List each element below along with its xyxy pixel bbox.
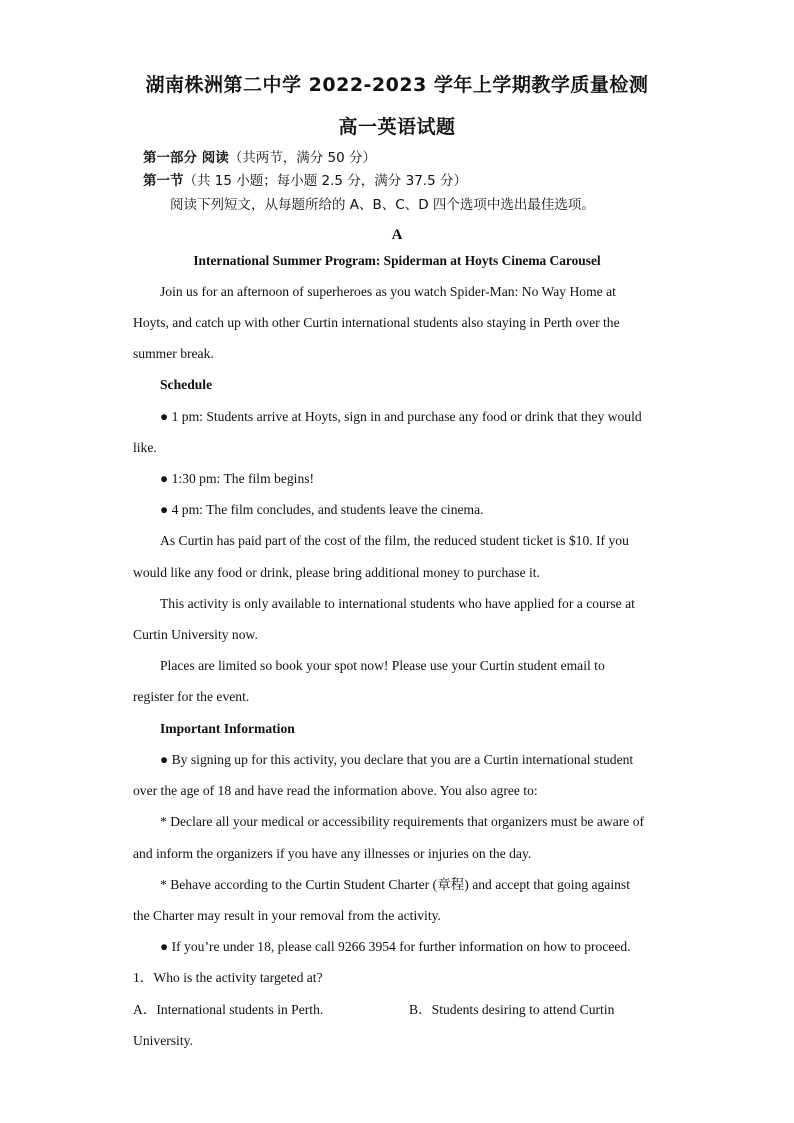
info-line: * Declare all your medical or accessibility requirements that organizers must be aware of: [160, 814, 645, 829]
body-line: register for the event.: [133, 689, 250, 704]
intro-line: Join us for an afternoon of superheroes as you watch Spider-Man: No Way Home at: [160, 284, 616, 299]
section-label: 第一节: [143, 173, 184, 189]
question-stem: 1．Who is the activity targeted at?: [133, 970, 323, 985]
part-detail: （共两节，满分 50 分）: [228, 150, 376, 166]
option-a: A．International students in Perth.: [133, 1002, 324, 1017]
body-line: As Curtin has paid part of the cost of the film, the reduced student ticket is $10. If you: [160, 533, 629, 548]
body-line: Places are limited so book your spot now! Please use your Curtin student email to: [160, 658, 605, 673]
body-line: This activity is only available to international students who have applied for a course at: [160, 596, 635, 611]
info-line: the Charter may result in your removal from the activity.: [133, 908, 441, 923]
exam-subtitle: 高一英语试题: [338, 116, 456, 138]
info-heading: Important Information: [160, 721, 295, 736]
option-b-cont: University.: [133, 1033, 193, 1048]
info-line: * Behave according to the Curtin Student Charter (章程) and accept that going against: [160, 877, 630, 892]
info-line: ● By signing up for this activity, you declare that you are a Curtin international student: [160, 752, 634, 767]
info-line: over the age of 18 and have read the information above. You also agree to:: [133, 783, 538, 798]
intro-line: Hoyts, and catch up with other Curtin international students also staying in Perth over the: [133, 315, 620, 330]
option-b: B．Students desiring to attend Curtin: [409, 1002, 615, 1017]
schedule-heading: Schedule: [160, 377, 213, 392]
section-detail: （共 15 小题；每小题 2.5 分，满分 37.5 分）: [183, 173, 467, 189]
body-line: Curtin University now.: [133, 627, 258, 642]
schedule-item: ● 1:30 pm: The film begins!: [160, 471, 315, 486]
schedule-item: ● 1 pm: Students arrive at Hoyts, sign in and purchase any food or drink that they would: [160, 409, 642, 424]
schedule-item-cont: like.: [133, 440, 157, 455]
info-line: ● If you’re under 18, please call 9266 3954 for further information on how to proceed.: [160, 939, 631, 954]
directions: 阅读下列短文，从每题所给的 A、B、C、D 四个选项中选出最佳选项。: [170, 197, 595, 213]
passage-letter: A: [391, 227, 403, 243]
passage-title: International Summer Program: Spiderman at Hoyts Cinema Carousel: [193, 253, 601, 268]
body-line: would like any food or drink, please bring additional money to purchase it.: [133, 565, 540, 580]
intro-line: summer break.: [133, 346, 214, 361]
info-line: and inform the organizers if you have any illnesses or injuries on the day.: [133, 846, 532, 861]
part-label: 第一部分 阅读: [143, 150, 229, 166]
exam-title: 湖南株洲第二中学 2022-2023 学年上学期教学质量检测: [145, 74, 649, 96]
section-heading: [143, 169, 467, 189]
schedule-item: ● 4 pm: The film concludes, and students leave the cinema.: [160, 502, 484, 517]
part-heading: [143, 146, 376, 166]
